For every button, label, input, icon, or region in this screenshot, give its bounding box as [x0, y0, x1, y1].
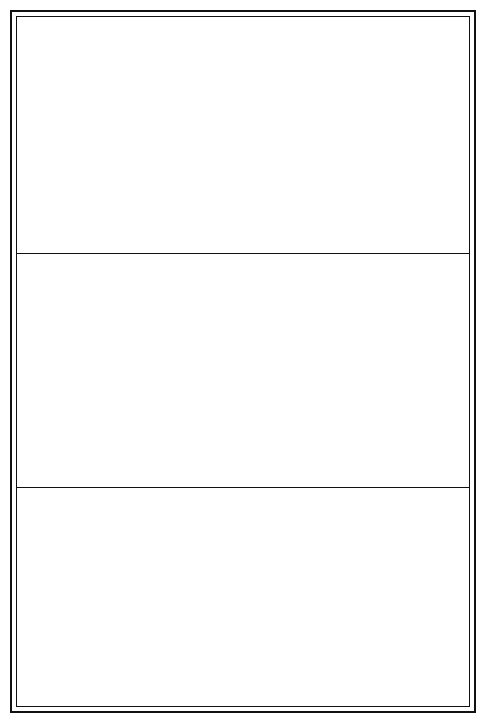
section-divider-bottom — [17, 487, 469, 488]
inner-frame — [16, 16, 470, 707]
section-divider-top — [17, 253, 469, 254]
page-frame — [10, 10, 476, 713]
